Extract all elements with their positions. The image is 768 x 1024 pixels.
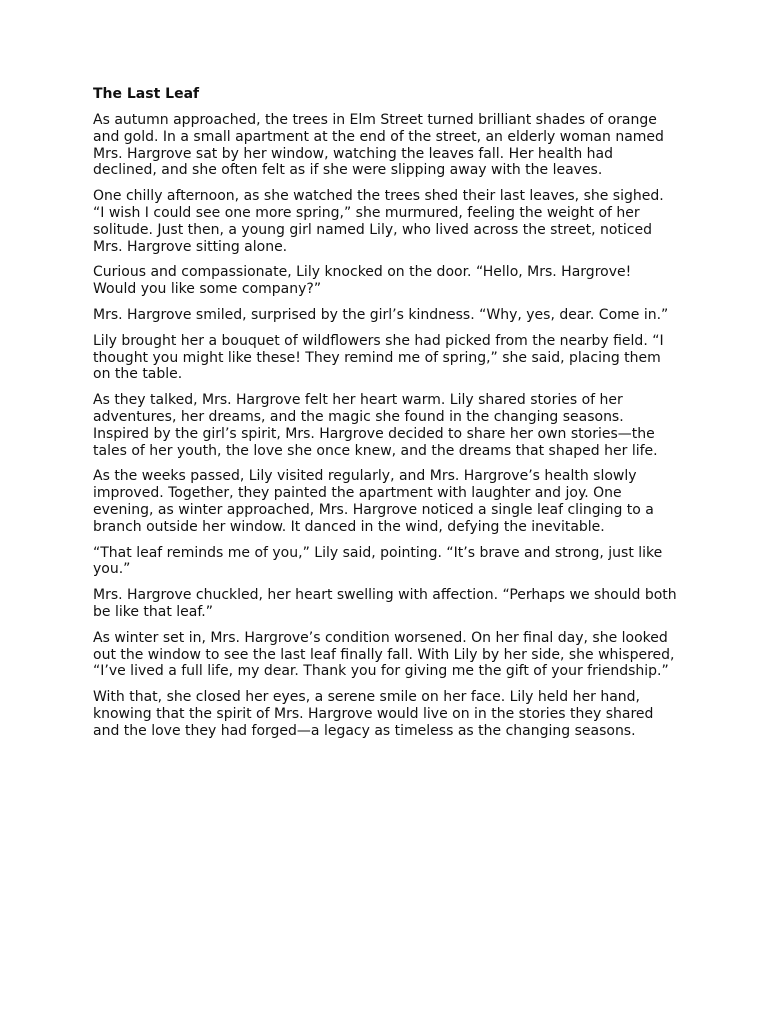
paragraph-2: One chilly afternoon, as she watched the trees shed their last leaves, she sighed. “I wish I could see one more spring,” she murmured, feeling the weight of her solitude. Just then, a young girl named Lily, who lived across the street, noticed Mrs. Hargrove sitting alone. (93, 188, 664, 255)
paragraph-3: Curious and compassionate, Lily knocked on the door. “Hello, Mrs. Hargrove! Would you like some company?” (93, 264, 632, 298)
document-body (93, 86, 678, 749)
paragraph-4: Mrs. Hargrove smiled, surprised by the girl’s kindness. “Why, yes, dear. Come in.” (93, 306, 669, 323)
paragraph-9: Mrs. Hargrove chuckled, her heart swelling with affection. “Perhaps we should both be like that leaf.” (93, 587, 677, 620)
paragraph-1: As autumn approached, the trees in Elm Street turned brilliant shades of orange and gold. In a small apartment at the end of the street, an elderly woman named Mrs. Hargrove sat by her window, watching the leaves fall. Her health had declined, and she often felt as if she were slipping away with the leaves. (93, 112, 664, 179)
paragraph-11: With that, she closed her eyes, a serene smile on her face. Lily held her hand, knowing that the spirit of Mrs. Hargrove would live on in the stories they shared and the love they had forged—a legacy as timeless as the changing seasons. (93, 689, 654, 739)
paragraph-6: As they talked, Mrs. Hargrove felt her heart warm. Lily shared stories of her adventures, her dreams, and the magic she found in the changing seasons. Inspired by the girl’s spirit, Mrs. Hargrove decided to share her own stories—the tales of her youth, the love she once knew, and the dreams that shaped her life. (93, 392, 658, 459)
paragraph-8: “That leaf reminds me of you,” Lily said, pointing. “It’s brave and strong, just like you.” (93, 544, 663, 578)
paragraph-5: Lily brought her a bouquet of wildflowers she had picked from the nearby field. “I thought you might like these! They remind me of spring,” she said, placing them on the table. (93, 332, 664, 383)
document-title: The Last Leaf (93, 86, 200, 102)
paragraph-7: As the weeks passed, Lily visited regularly, and Mrs. Hargrove’s health slowly improved. Together, they painted the apartment with laughter and joy. One evening, as winter approached, Mrs. Hargrove noticed a single leaf clinging to a branch outside her window. It danced in the wind, defying the inevitable. (93, 468, 654, 535)
paragraph-10: As winter set in, Mrs. Hargrove’s condition worsened. On her final day, she looked out the window to see the last leaf finally fall. With Lily by her side, she whispered, “I’ve lived a full life, my dear. Thank you for giving me the gift of your friendship.” (93, 629, 675, 680)
